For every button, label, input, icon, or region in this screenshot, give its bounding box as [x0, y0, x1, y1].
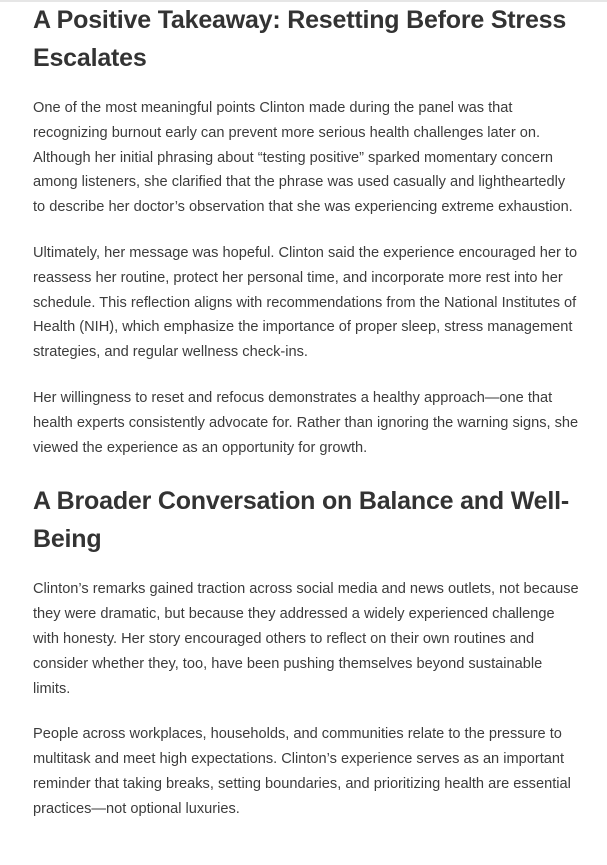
paragraph: People across workplaces, households, and communities relate to the pressure to multitask and meet high expectations. Clinton’s experience serves as an important reminder that taking breaks, setting boundaries, and prioritizing health are essential practices—not optional luxuries.: [33, 726, 571, 817]
section-broader-conversation: [33, 482, 581, 821]
section-positive-takeaway: [33, 1, 581, 460]
paragraph: Her willingness to reset and refocus demonstrates a healthy approach—one that health experts consistently advocate for. Rather than ignoring the warning signs, she viewed the experience as an opportunity for growth.: [33, 389, 579, 456]
section-heading: A Broader Conversation on Balance and Well-Being: [33, 487, 569, 554]
paragraph: Ultimately, her message was hopeful. Clinton said the experience encouraged her to reassess her routine, protect her personal time, and incorporate more rest into her schedule. This reflection aligns with recommendations from the National Institutes of Health (NIH), which emphasize the importance of proper sleep, stress management strategies, and regular wellness check-ins.: [33, 244, 578, 361]
section-heading: A Positive Takeaway: Resetting Before Stress Escalates: [33, 6, 567, 72]
paragraph: Clinton’s remarks gained traction across social media and news outlets, not because they were dramatic, but because they addressed a widely experienced challenge with honesty. Her story encouraged others to reflect on their own routines and consider whether they, too, have been pushing themselves beyond sustainable limits.: [33, 581, 579, 697]
article-body: [33, 2, 581, 822]
paragraph: One of the most meaningful points Clinton made during the panel was that recognizing burnout early can prevent more serious health challenges later on. Although her initial phrasing about “testing positive” sparked momentary concern among listeners, she clarified that the phrase was used casually and lightheartedly to describe her doctor’s observation that she was experiencing extreme exhaustion.: [33, 100, 573, 216]
